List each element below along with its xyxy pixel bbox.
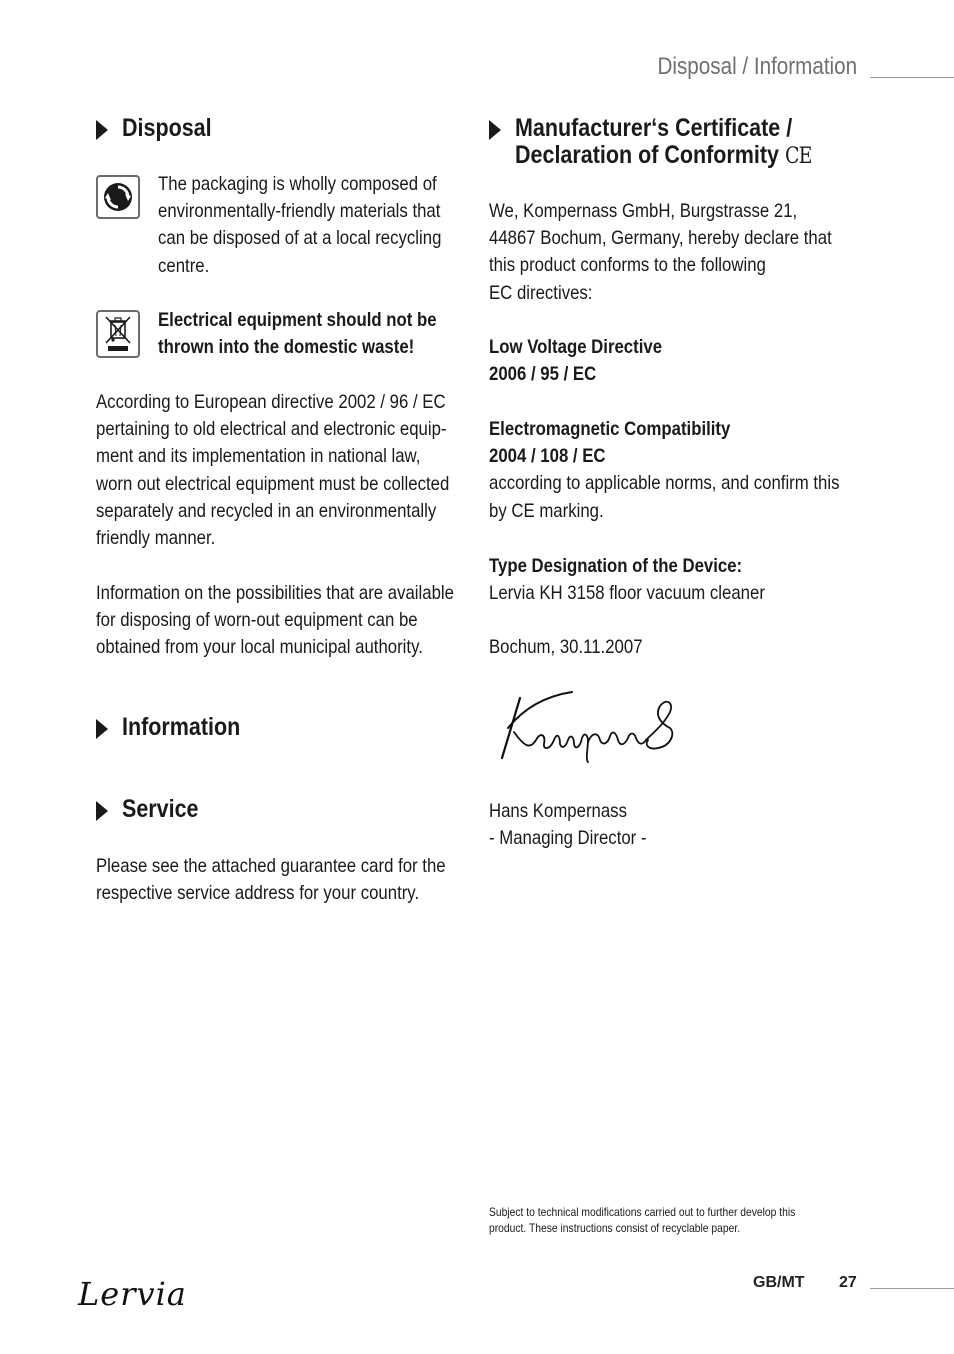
brand-logo: Lervia [78,1275,187,1313]
triangle-bullet-icon [96,801,108,821]
triangle-bullet-icon [489,120,501,140]
place-and-date: Bochum, 30.11.2007 [489,636,643,658]
running-header: Disposal / Information [657,53,857,80]
language-code: GB/MT [753,1274,805,1291]
triangle-bullet-icon [96,120,108,140]
declaration-intro: We, Kompernass GmbH, Burgstrasse 21, 44867 Bochum, Germany, hereby declare that this product conforms to the following EC directives: [489,200,832,304]
footer-rule [870,1288,954,1289]
service-heading: Service [96,796,211,823]
low-voltage-directive: Low Voltage Directive 2006 / 95 / EC [489,336,663,386]
recycle-icon [96,175,140,219]
type-designation: Type Designation of the Device: Lervia KH 3158 floor vacuum cleaner [489,555,765,605]
emc-directive: Electromagnetic Compatibility 2004 / 108 / EC according to applicable norms, and confirm this by CE marking. [489,418,840,522]
crossed-out-bin-icon [96,310,140,358]
footer-note: Subject to technical modifications carried out to further develop this product. These instructions consist of recyclable paper. [489,1205,796,1235]
disposal-heading: Disposal [96,115,226,142]
certificate-heading: Manufacturer‘s Certificate / Declaration of Conformity CE [489,115,860,170]
page-number: 27 [839,1274,857,1291]
signature [494,688,680,764]
header-rule [870,77,954,78]
disposal-info-text: Information on the possibilities that are available for disposing of worn-out equipment can be obtained from your local municipal authority. [96,582,454,659]
information-heading: Information [96,714,260,741]
packaging-text: The packaging is wholly composed of environmentally-friendly materials that can be disposed of at a local recycling centre. [158,173,442,277]
ce-mark-icon: CE [784,144,812,169]
signatory: Hans Kompernass - Managing Director - [489,800,647,850]
triangle-bullet-icon [96,719,108,739]
weee-directive-text: According to European directive 2002 / 96 / EC pertaining to old electrical and electronic equip- ment and its implementation in national law, worn out electrical equipment must be collected separately and recycled in an environmentally friendly manner. [96,391,450,550]
weee-warning: Electrical equipment should not be thrown into the domestic waste! [158,309,437,359]
service-text: Please see the attached guarantee card for the respective service address for your country. [96,855,446,905]
